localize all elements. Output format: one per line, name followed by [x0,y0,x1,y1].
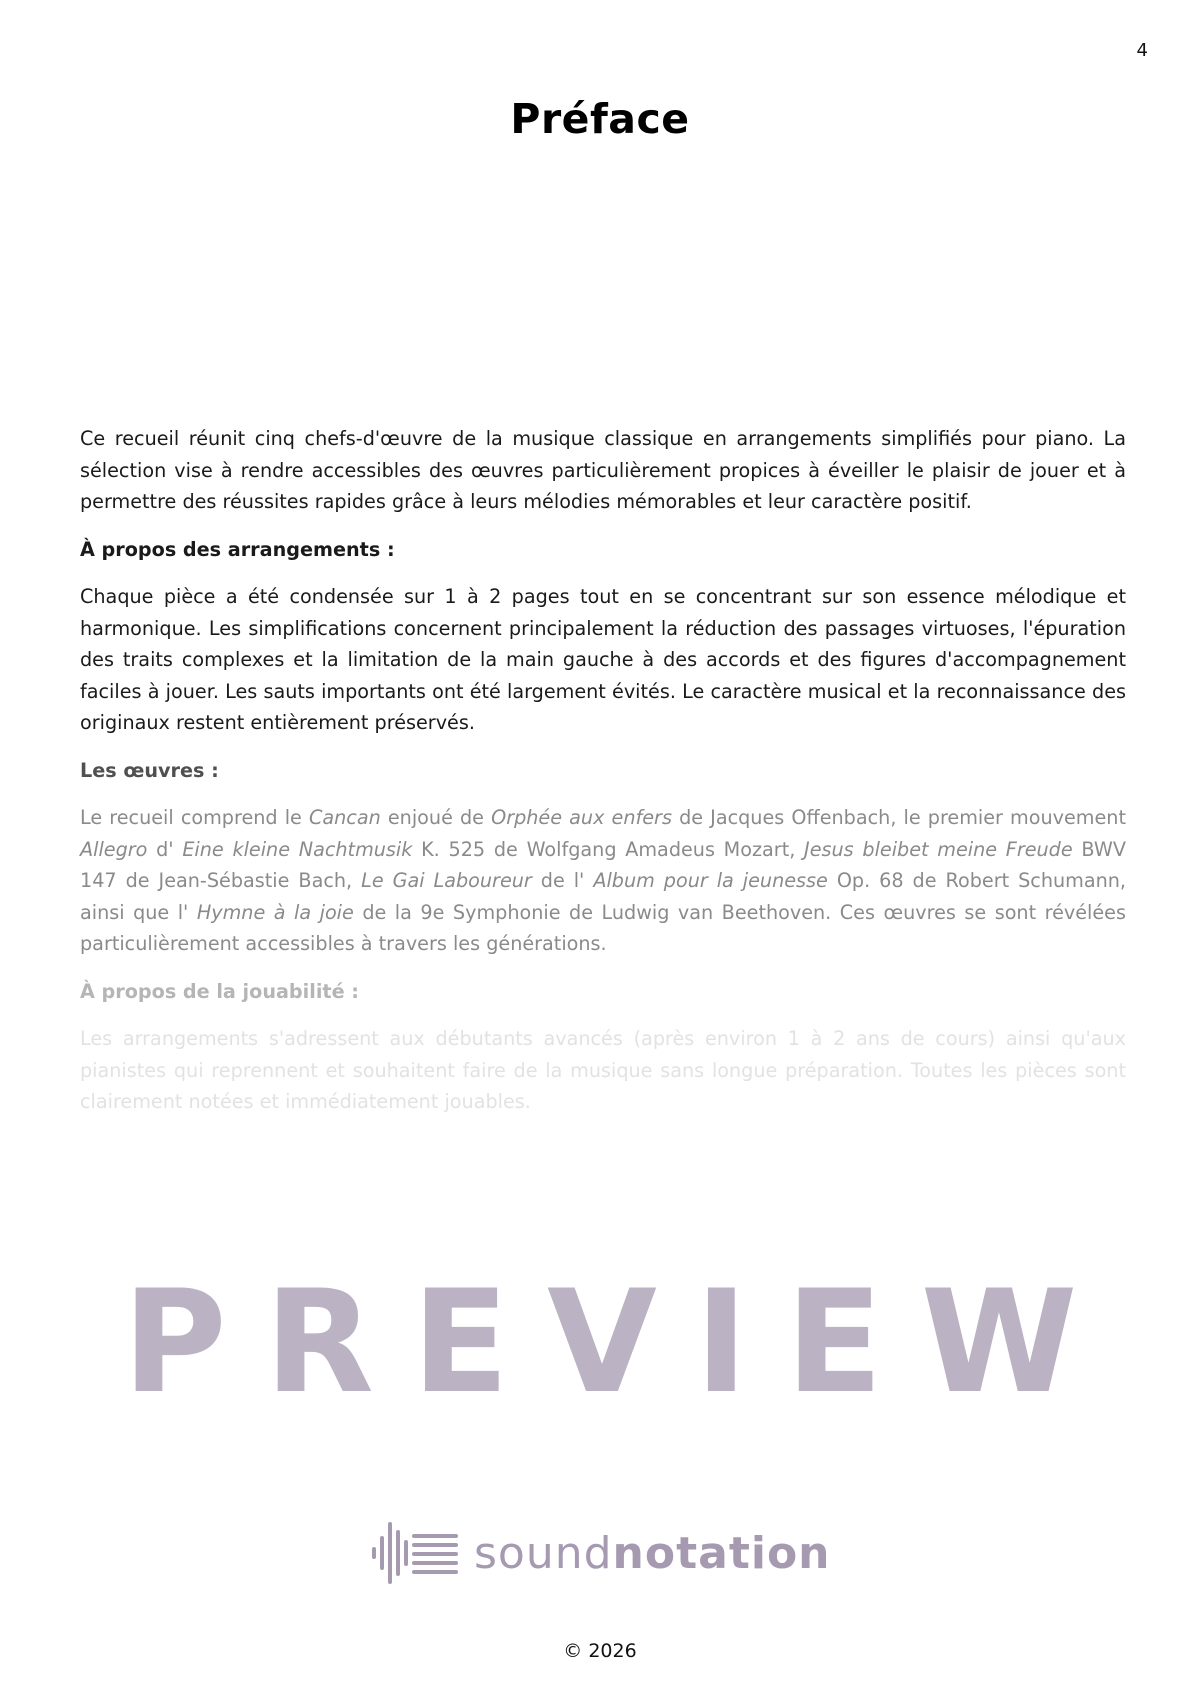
logo-word-sound: sound [474,1527,613,1579]
logo-word-notation: notation [612,1527,831,1579]
work-title-jesus-bleibet: Jesus bleibet meine Freude [804,837,1073,861]
playability-paragraph: Les arrangements s'adressent aux débutants avancés (après environ 1 à 2 ans de cours) ainsi qu'aux pianistes qui reprennent et souhaitent faire de la musique sans longue préparation. Toutes les pièces sont clairement notées et immédiatement jouables. [80,1027,1126,1113]
work-title-gai-laboureur: Le Gai Laboureur [361,869,532,892]
work-title-cancan: Cancan [308,806,381,829]
arrangements-paragraph: Chaque pièce a été condensée sur 1 à 2 pages tout en se concentrant sur son essence mélodique et harmonique. Les simplifications concernent principalement la réduction des passages virtuoses, l'épuration des traits complexes et la limitation de la main gauche à des accords et des figures d'accompagnement faciles à jouer. Les sauts importants ont été largement évités. Le caractère musical et la reconnaissance des originaux restent entièrement préservés. [80,585,1126,734]
works-text-8: Op. 68 de Robert Schumann, ainsi que l' [80,869,1127,924]
works-text-2: enjoué de [380,806,492,829]
works-text-7: de l' [531,869,594,892]
playability-heading: À propos de la jouabilité : [80,979,359,1003]
work-title-nachtmusik: Eine kleine Nachtmusik [182,837,413,861]
logo-wordmark [474,1528,831,1579]
works-text-1: Le recueil comprend le [80,806,309,829]
page-number: 4 [1136,40,1148,61]
work-title-hymne-joie: Hymne à la joie [196,900,354,924]
preview-watermark: PREVIEW [122,1260,1116,1425]
works-paragraph [80,802,1126,960]
works-text-5: K. 525 de Wolfgang Amadeus Mozart, [412,837,805,861]
preface-content [80,423,1126,1118]
works-text-4: d' [147,837,183,861]
copyright: © 2026 [563,1640,637,1662]
soundnotation-logo [372,1518,831,1588]
soundwave-staff-icon [372,1518,458,1588]
works-text-9: de la 9e Symphonie de Ludwig van Beethoven. Ces œuvres se sont révélées particulièrement accessibles à travers les générations. [80,900,1126,955]
intro-paragraph: Ce recueil réunit cinq chefs-d'œuvre de la musique classique en arrangements simplifiés pour piano. La sélection vise à rendre accessibles des œuvres particulièrement propices à éveiller le plaisir de jouer et à permettre des réussites rapides grâce à leurs mélodies mémorables et leur caractère positif. [80,427,1126,513]
works-heading: Les œuvres : [80,758,219,782]
work-title-allegro: Allegro [80,837,148,861]
page-title: Préface [510,95,690,143]
works-text-3: de Jacques Offenbach, le premier mouvement [671,806,1126,829]
arrangements-heading: À propos des arrangements : [80,537,395,561]
work-title-orphee: Orphée aux enfers [491,806,672,829]
work-title-album-jeunesse: Album pour la jeunesse [593,869,828,892]
works-text-6: BWV 147 de Jean-Sébastie Bach, [80,837,1126,892]
